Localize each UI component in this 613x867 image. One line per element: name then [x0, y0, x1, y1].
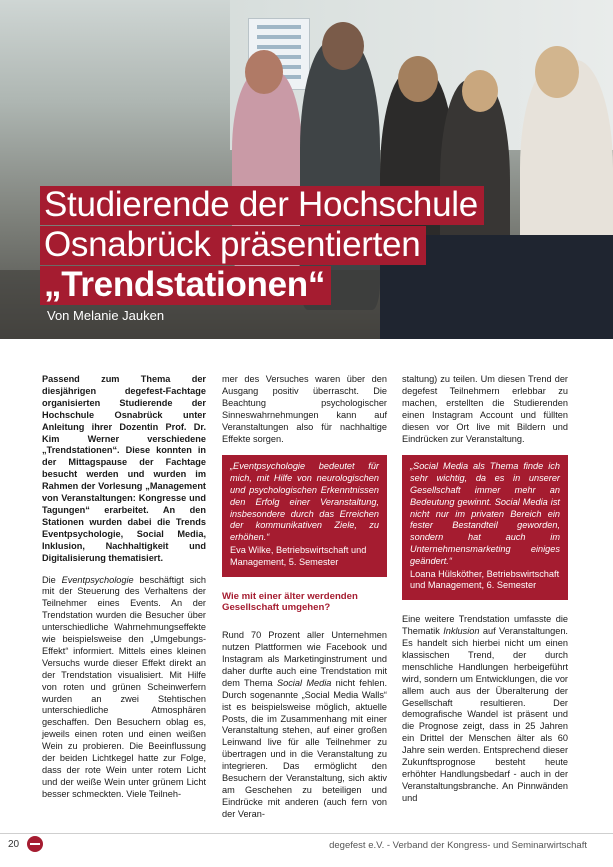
emphasis-term: Inklusion	[443, 626, 480, 637]
emphasis-term: Eventpsychologie	[61, 574, 134, 585]
column-3	[402, 374, 568, 815]
quote-text: „Eventpsychologie bedeutet für mich, mit Hilfe von neurologischen und psychologischen Erkenntnissen den Erfolg einer Veranstaltung, insbesondere durch das Erreichen der kommunikativen Ziele, zu erhöhen.“	[230, 461, 379, 543]
title-line-2: Osnabrück präsentierten	[40, 226, 426, 265]
photo-head	[398, 56, 438, 102]
column-1	[42, 374, 206, 811]
photo-head	[462, 70, 498, 112]
author-byline: Von Melanie Jauken	[47, 308, 165, 323]
column-2	[222, 374, 387, 831]
body-paragraph: Eine weitere Trendstation umfasste die Thematik Inklusion auf Veranstaltungen. Es handelt sich hierbei nicht um einen klassischen Trend, der durch menschliche Handlungen herbeigeführt wird, sondern um Entwicklungen, die vor allem auch aus der Überalterung der Gesellschaft resultieren. Der demografische Wandel ist präsent und die Prognose zeigt, dass in 25 Jahren ein Drittel der Menschen älter als 60 Jahre sein werden. Entsprechend dieser Zukunftsprognose besteht heute erhöhter Handlungsbedarf - auch in der Veranstaltungsbranche. An Pinnwänden und	[402, 614, 568, 803]
body-paragraph: Rund 70 Prozent aller Unternehmen nutzen Plattformen wie Facebook und Instagram als Marketinginstrument und daher durfte auch eine Trendstation mit dem Thema Social Media nicht fehlen. Durch sogenannte „Social Media Walls“ ist es beispielsweise möglich, aktuelle Posts, die im Zusammenhang mit einer Veranstaltung stehen, auf einer großen Leinwand live für alle Teilnehmer zu übertragen und in die Veranstaltung zu integrieren. Das ermöglicht den Besuchern der Veranstaltung, sich aktiv am Geschehen zu beteiligen und Eindrücke mit anderen (auch fern von der Veran-	[222, 630, 387, 819]
emphasis-term: Social Media	[276, 677, 332, 688]
body-paragraph: mer des Versuches waren über den Ausgang positiv überrascht. Die Beachtung psychologischer Sinneswahrnehmungen kann auf Veranstaltungen also für nachhaltige Effekte sorgen.	[222, 374, 387, 444]
footer-publisher: degefest e.V. - Verband der Kongress- und Seminarwirtschaft	[329, 840, 587, 851]
photo-head	[245, 50, 283, 94]
title-line-1: Studierende der Hochschule	[40, 186, 484, 225]
title-line-3: „Trendstationen“	[40, 266, 331, 305]
article-title	[40, 186, 484, 306]
pull-quote	[402, 455, 568, 600]
body-paragraph: Die Eventpsychologie beschäftigt sich mit der Steuerung des Verhaltens der Teilnehmer eines Events. An der Trendstation wurden die Besucher über unterschiedliche Wahrnehmungseffekte wie beispielsweise den „Umgebungs-Effekt“ informiert. Mittels eines kleinen Versuchs wurde dieser Effekt direkt an der Trendstation visualisiert. Mit Hilfe von roten und grünen Scheinwerfern wurden an zwei Stehtischen unterschiedliche Atmosphären geschaffen. Den Besuchern oblag es, jeweils einen roten und einen weißen Wein zu probieren. Die Beeinflussung der beiden Lichtkegel hatte zur Folge, dass der rote Wein unter rotem Licht und der weiße Wein unter grünem Licht besser schmeckten. Viele Teilneh-	[42, 574, 206, 799]
pull-quote	[222, 455, 387, 576]
lead-paragraph: Passend zum Thema der diesjährigen degefest-Fachtage organisierten Studierende der Hochschule Osnabrück unter Anleitung ihrer Dozentin Prof. Dr. Kim Werner verschiedene „Trendstationen“. Diese konnten in der Mittagspause der Fachtage besucht werden und wurden im Rahmen der Vorlesung „Management von Veranstaltungen: Kongresse und Tagungen“ erarbeitet. An den Stationen wurden dabei die Trends Eventpsychologie, Social Media, Inklusion, Nachhaltigkeit und Digitalisierung thematisiert.	[42, 374, 206, 563]
body-paragraph: staltung) zu teilen. Um diesen Trend der degefest Teilnehmern erlebbar zu machen, erstellten die Studierenden einen Instagram Account und füllten diesen vor Ort live mit Bildern und Eindrücken zur Veranstaltung.	[402, 374, 568, 444]
quote-author: Loana Hülsköther, Betriebswirtschaft und Management, 6. Semester	[410, 568, 560, 591]
page-number: 20	[8, 839, 20, 850]
photo-head	[322, 22, 364, 70]
quote-text: „Social Media als Thema finde ich sehr wichtig, da es in unserer Gesellschaft immer mehr an Bedeutung gewinnt. Social Media ist nicht nur im privaten Bereich ein fester Bestandteil geworden, sondern hat auch im Unternehmensmarketing einiges geändert.“	[410, 461, 560, 566]
photo-head	[535, 46, 579, 98]
globe-logo-icon	[27, 836, 43, 852]
subheading: Wie mit einer älter werdenden Gesellschaft umgehen?	[222, 590, 358, 614]
quote-author: Eva Wilke, Betriebswirtschaft und Management, 5. Semester	[230, 545, 367, 567]
footer-divider	[0, 833, 613, 834]
